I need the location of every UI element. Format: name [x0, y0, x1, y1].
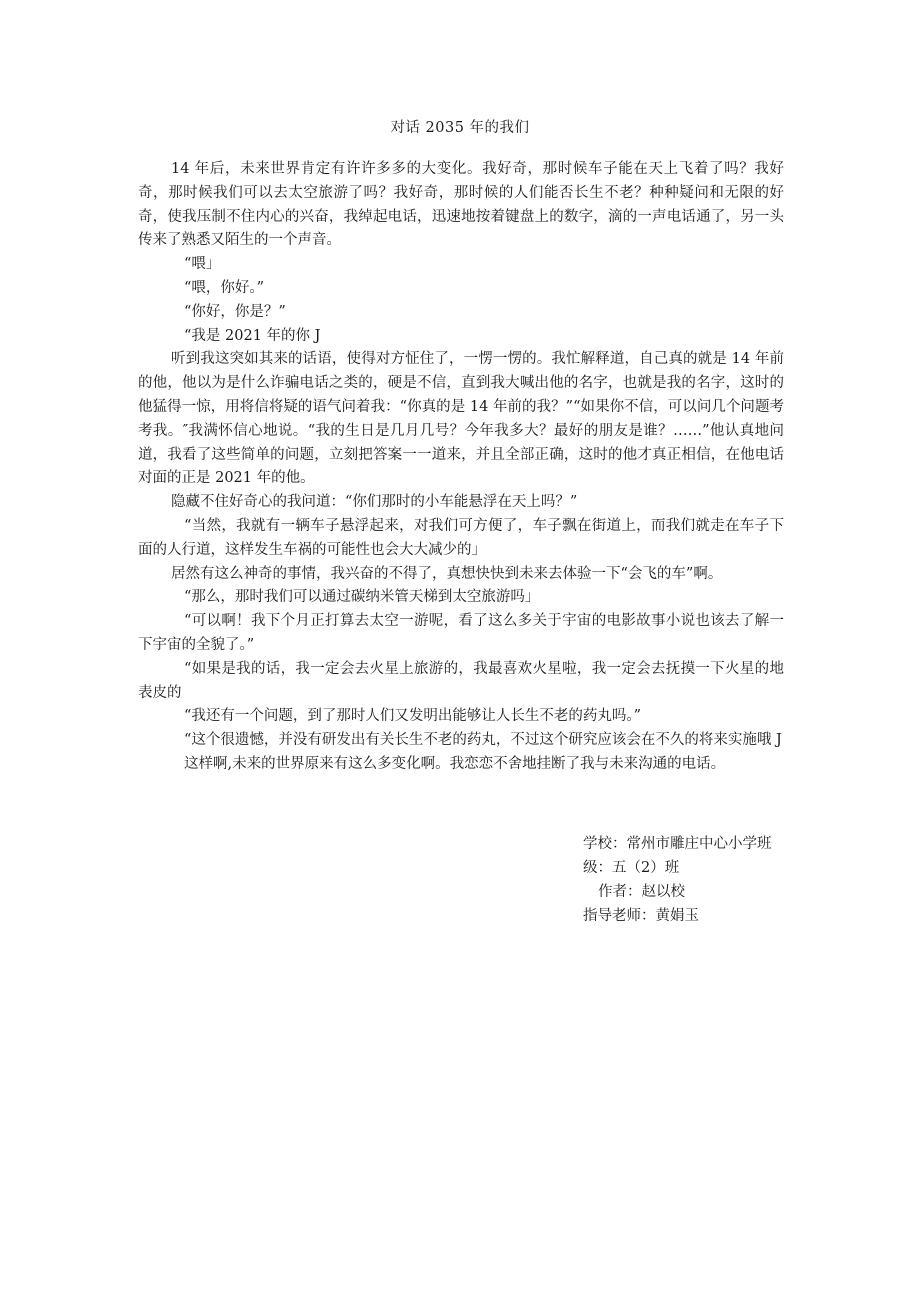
paragraph: “这个很遗憾，并没有研发出有关长生不老的药丸，不过这个研究应该会在不久的将来实施哦 J	[184, 732, 782, 749]
paragraph: “喂，你好。”	[184, 279, 265, 296]
paragraph: “当然，我就有一辆车子悬浮起来，对我们可方便了，车子飘在街道上，而我们就走在车子下面的人行道，这样发生车祸的可能性也会大大减少的」	[138, 517, 784, 558]
paragraph: “喂」	[184, 256, 221, 273]
paragraph: “那么，那时我们可以通过碳纳米管天梯到太空旅游吗」	[184, 589, 540, 606]
paragraph: 14 年后，未来世界肯定有许许多多的大变化。我好奇，那时候车子能在天上飞着了吗？我好奇，那时候我们可以去太空旅游了吗？我好奇，那时候的人们能否长生不老？种种疑问和无限的好奇，使我压制不住内心的兴奋，我绰起电话，迅速地按着键盘上的数字，滴的一声电话通了，另一头传来了熟悉又陌生的一个声音。	[138, 161, 784, 249]
paragraph: 这样啊,未来的世界原来有这么多变化啊。我恋恋不舍地挂断了我与未来沟通的电话。	[184, 755, 726, 772]
paragraph: “可以啊！我下个月正打算去太空一游呢，看了这么多关于宇宙的电影故事小说也该去了解一下宇宙的全貌了。”	[138, 613, 784, 653]
signature-block	[583, 832, 793, 928]
school-line-1: 学校：常州市雕庄中心小学班	[583, 836, 772, 852]
paragraph: “我还有一个问题，到了那时人们又发明出能够让人长生不老的药丸吗。”	[184, 708, 642, 725]
paragraph: “你好，你是？”	[184, 303, 286, 320]
essay-body	[138, 158, 784, 777]
paragraph: 听到我这突如其来的话语，使得对方怔住了，一愣一愣的。我忙解释道，自己真的就是 14 年前的他，他以为是什么诈骗电话之类的，硬是不信，直到我大喊出他的名字，也就是我的名字，这时的他猛得一惊，用将信将疑的语气问着我：“你真的是 14 年前的我？”“如果你不信，可以问几个问题考考我。″我满怀信心地说。“我的生日是几月几号？今年我多大？最好的朋友是谁？……”他认真地问道，我看了这些简单的问题，立刻把答案一一道来，并且全部正确，这时的他才真正相信，在他电话对面的正是 2021 年的他。	[138, 351, 784, 487]
paragraph: 隐藏不住好奇心的我问道：“你们那时的小车能悬浮在天上吗？”	[171, 494, 578, 511]
school-line-2: 级：五（2）班	[583, 860, 680, 876]
author-line: 作者：赵以校	[598, 884, 685, 900]
paragraph: “如果是我的话，我一定会去火星上旅游的，我最喜欢火星啦，我一定会去抚摸一下火星的地表皮的	[138, 660, 784, 701]
paragraph: “我是 2021 年的你 J	[184, 327, 321, 344]
essay-title: 对话 2035 年的我们	[390, 120, 530, 136]
teacher-line: 指导老师：黄娟玉	[583, 908, 699, 924]
paragraph: 居然有这么神奇的事情，我兴奋的不得了，真想快快到未来去体验一下“会飞的车”啊。	[171, 565, 723, 582]
